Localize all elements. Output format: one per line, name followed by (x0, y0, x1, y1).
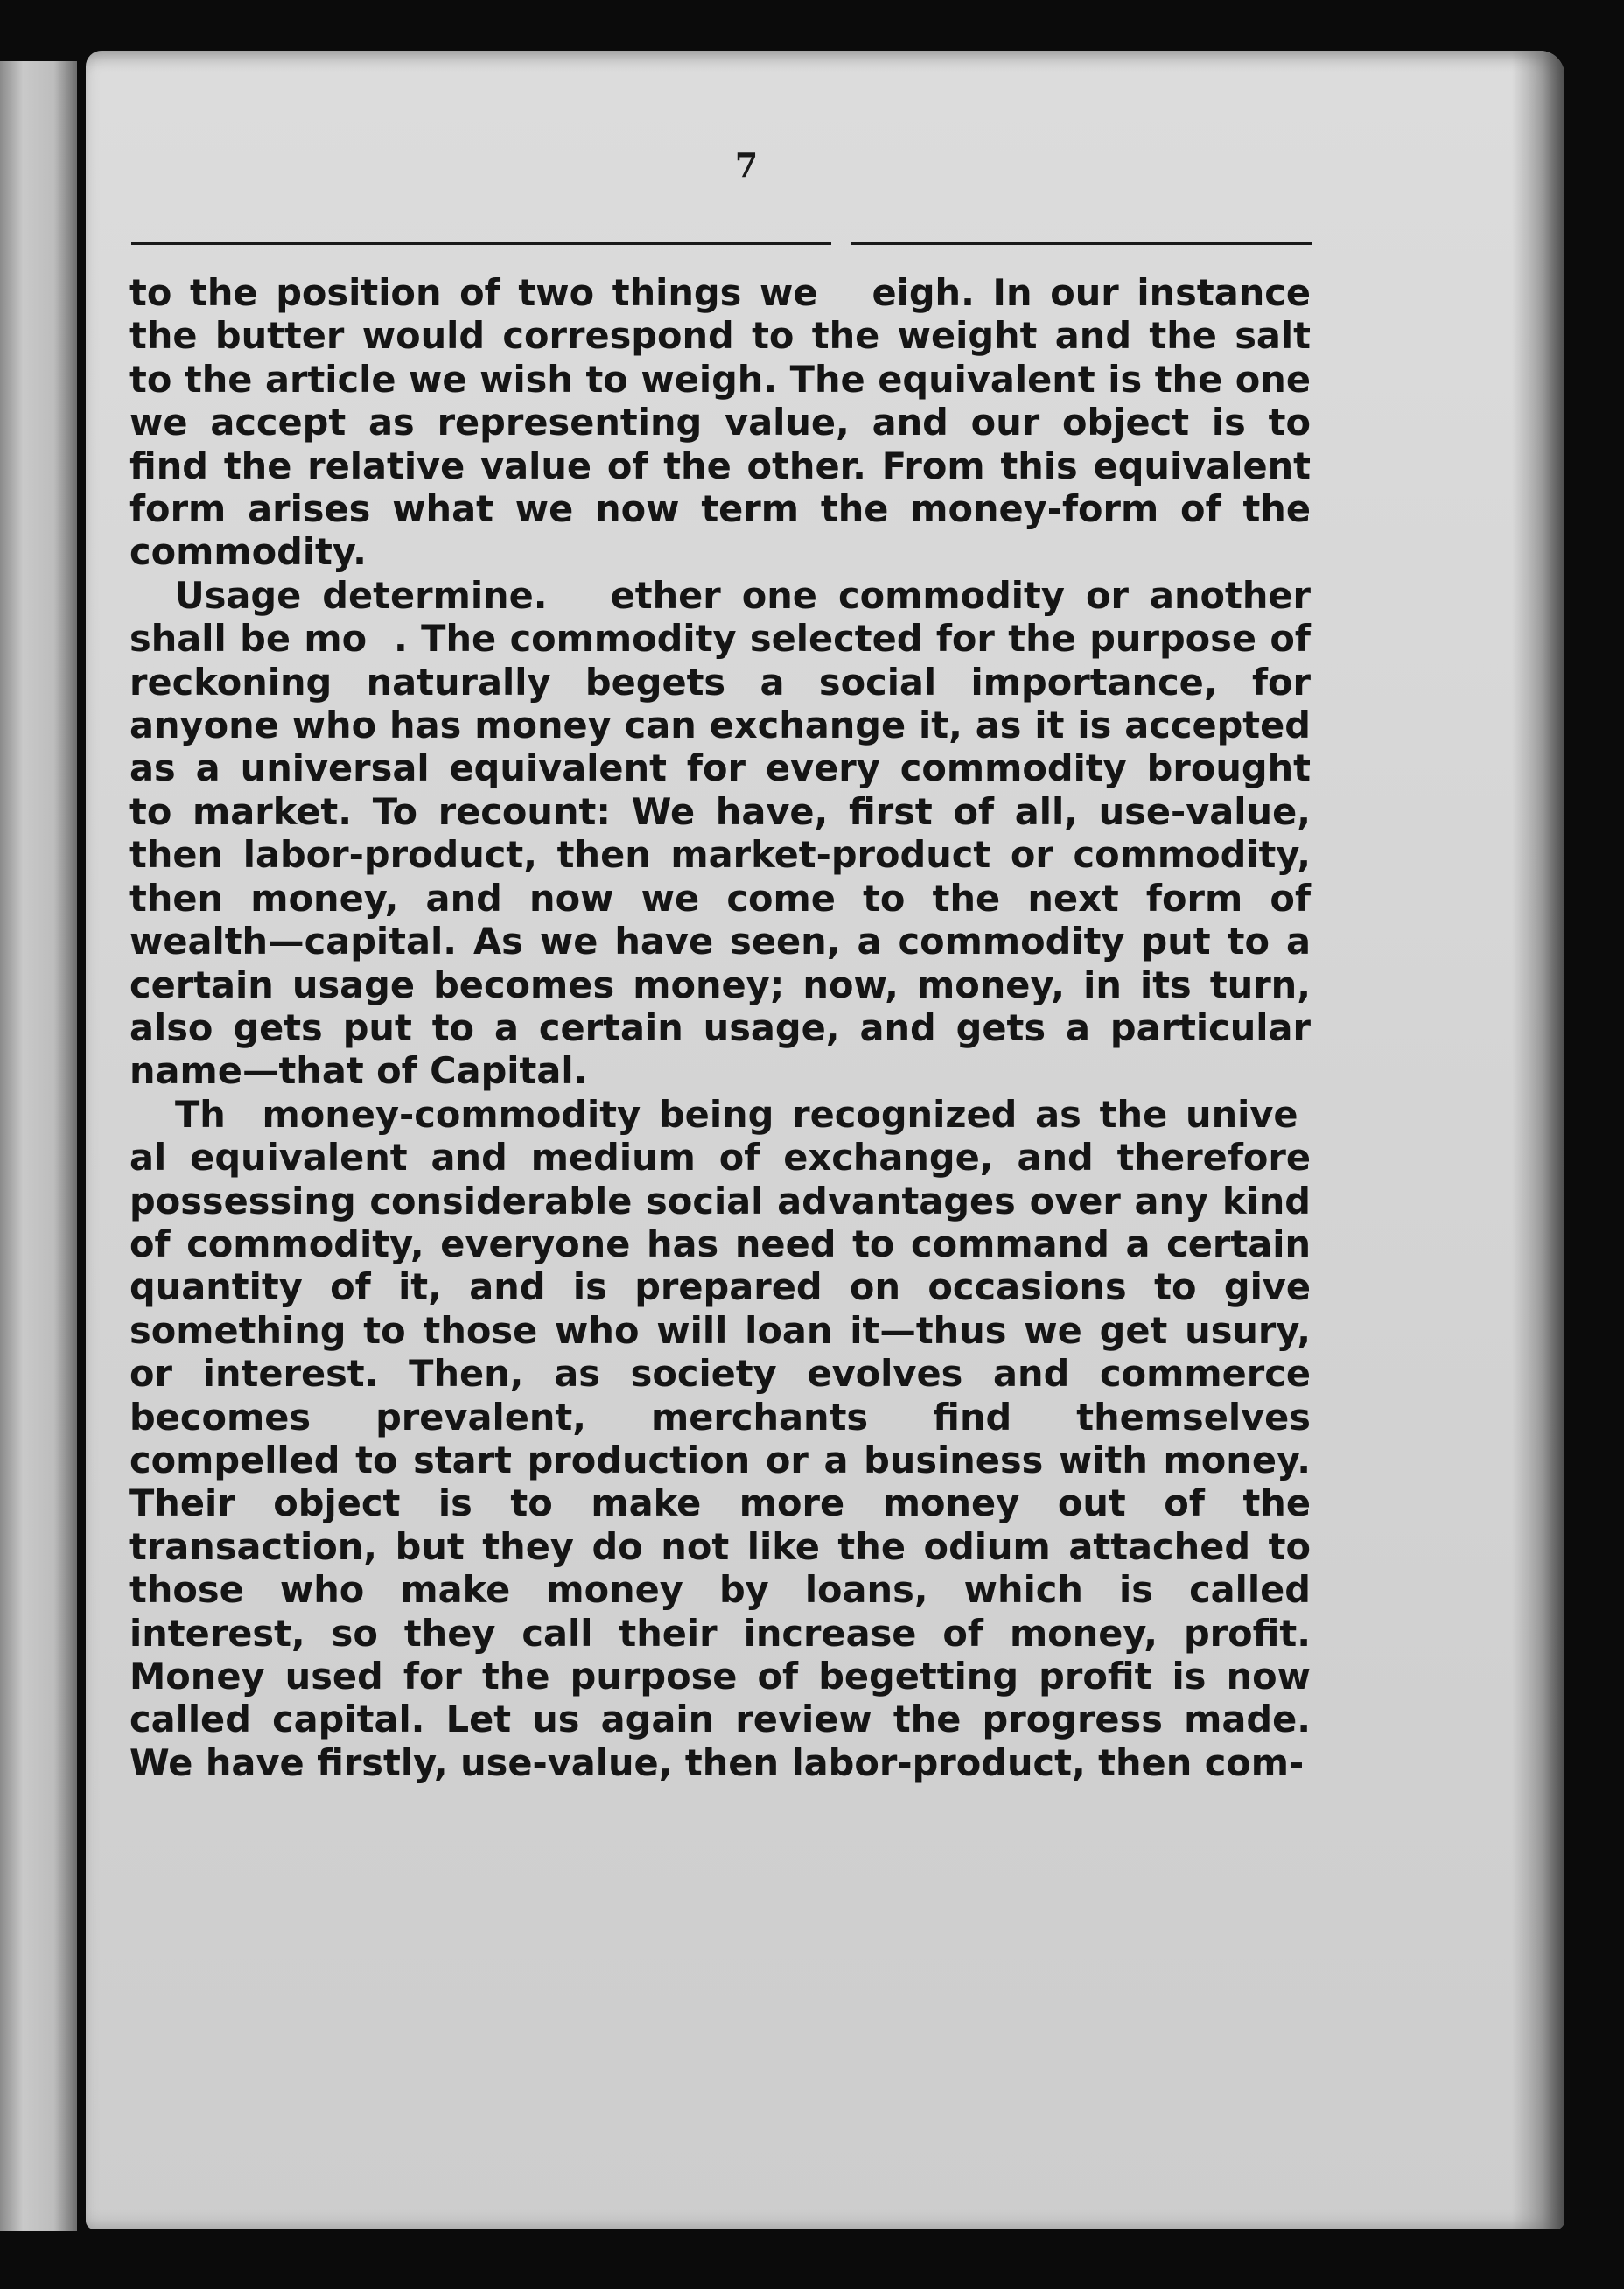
body-text (130, 271, 1311, 1784)
page-number: 7 (734, 145, 759, 185)
paragraph-2: Usage determine. ether one commodity or another shall be mo . The commodity selected for the purpose of reckoning naturally begets a social importance, for anyone who has money can exchange it, as it is accepted as a universal equivalent for every commodity brought to market. To recount: We have, first of all, use-value, then labor-product, then market-product or commodity, then money, and now we come to the next form of wealth—capital. As we have seen, a commodity put to a certain usage becomes money; now, money, in its turn, also gets put to a certain usage, and gets a particular name—that of Capital. (130, 573, 1311, 1093)
paragraph-1: to the position of two things we eigh. In our instance the butter would correspond to the weight and the salt to the article we wish to weigh. The equivalent is the one we accept as representing value, and our object is to find the relative value of the other. From this equivalent form arises what we now term the money-form of the commodity. (130, 271, 1311, 574)
page-shadow-edge (1512, 51, 1564, 2230)
facing-page-edge (0, 61, 77, 2231)
paragraph-3: Th money-commodity being recognized as the unive al equivalent and medium of exchange, and therefore possessing considerable social advantages over any kind of commodity, everyone has need to command a certain quantity of it, and is prepared on occasions to give something to those who will loan it—thus we get usury, or interest. Then, as society evolves and commerce becomes prevalent, merchants find themselves compelled to start production or a business with money. Their object is to make more money out of the transaction, but they do not like the odium attached to those who make money by loans, which is called interest, so they call their increase of money, profit. Money used for the purpose of begetting profit is now called capital. Let us again review the progress made. We have firstly, use-value, then labor-product, then com- (130, 1092, 1311, 1784)
header-rule-right (850, 242, 1312, 245)
header-rule-left (131, 242, 831, 245)
